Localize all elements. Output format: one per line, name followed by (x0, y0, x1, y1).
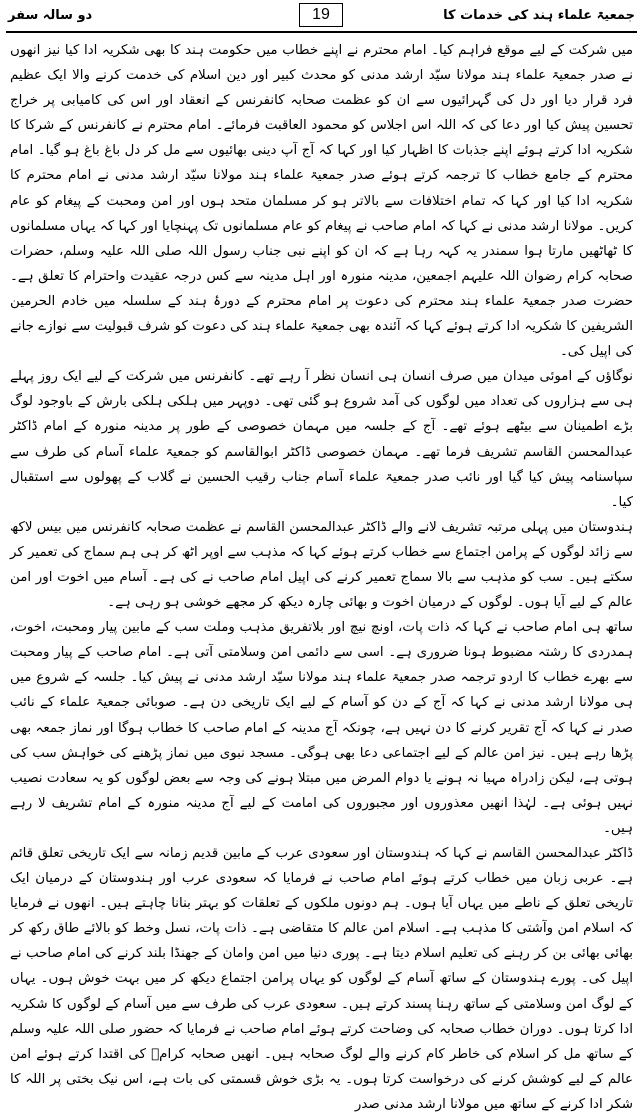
page-number: 19 (299, 3, 343, 27)
paragraph: نوگاؤں کے اموئی میدان میں صرف انسان ہی انسان نظر آ رہے تھے۔ کانفرنس میں شرکت کے لیے ایک روز پہلے ہی سے ہزاروں کی تعداد میں لوگوں کی آمد شروع ہو گئی تھی۔ دوپہر میں ہلکی ہلکی بارش کے باوجود لوگ بڑے اطمینان سے بیٹھے ہوئے تھے۔ آج کے جلسہ میں مہمان خصوصی کے طور پر مدینہ منورہ کے امام ڈاکٹر عبدالمحسن القاسم تشریف فرما تھے۔ مہمان خصوصی ڈاکٹر ابوالقاسم کو جمعیۃ علماء آسام کی طرف سے سپاسنامہ پیش کیا گیا اور نائب صدر جمعیۃ علماء آسام جناب رقیب الحسین نے گلاب کے پھولوں سے استقبال کیا۔ (10, 369, 633, 510)
header-divider (6, 31, 637, 33)
paragraph: ساتھ ہی امام صاحب نے کہا کہ ذات پات، اونچ نیچ اور بلاتفریق مذہب وملت سب کے مابین پیار ومحبت، اخوت، ہمدردی کا رشتہ مضبوط ہونا ضروری ہے۔ اسی سے دائمی امن وسلامتی آتی ہے۔ امام صاحب کے پیار ومحبت سے بھرے خطاب کا اردو ترجمہ صدر جمعیۃ علماء ہند مولانا سیّد ارشد مدنی نے پیش کیا۔ جلسہ کے شروع میں ہی مولانا ارشد مدنی نے کہا کہ آج کے دن کو آسام کے لیے ایک تاریخی دن ہے۔ صوبائی جمعیۃ علماء کے نائب صدر نے کہا کہ آج تقریر کرنے کا دن نہیں ہے، چونکہ آج مدینہ کے امام صاحب کا خطاب ہوگا اور نماز جمعہ بھی پڑھا رہے ہیں۔ نیز امن عالم کے لیے اجتماعی دعا بھی ہوگی۔ مسجد نبوی میں نماز پڑھنے کی خواہش سب کی ہوتی ہے، لیکن زادراہ مہیا نہ ہونے یا دوام المرض میں مبتلا ہونے کی وجہ سے بعض لوگوں کو یہ سعادت نصیب نہیں ہوئی ہے۔ لہٰذا انھیں معذوروں اور مجبوروں کی امامت کے لیے آج مدینہ منورہ کے امام تشریف لا رہے ہیں۔ (10, 620, 633, 836)
paragraph: ڈاکٹر عبدالمحسن القاسم نے کہا کہ ہندوستان اور سعودی عرب کے مابین قدیم زمانہ سے ایک تاریخی تعلق قائم ہے۔ عربی زبان میں خطاب کرتے ہوئے امام صاحب نے فرمایا کہ سعودی عرب اور ہندوستان کے درمیان ایک تاریخی تعلق کے ناطے میں یہاں آیا ہوں۔ ہم دونوں ملکوں کے تعلقات کو بہتر بنانا چاہتے ہیں۔ انھوں نے فرمایا کہ اسلام امن وآشتی کا مذہب ہے۔ اسلام امن عالم کا متقاضی ہے۔ ذات پات، نسل وخط کو بالائے طاق رکھ کر بھائی بھائی بن کر رہنے کی تعلیم اسلام دیتا ہے۔ پوری دنیا میں امن وامان کے جھنڈا بلند کرنے کی امام صاحب نے اپیل کی۔ پورے ہندوستان کے ساتھ آسام کے لوگوں کو یہاں پرامن اجتماع دیکھ کر میں بہت خوش ہوں۔ یہاں کے لوگ امن وسلامتی کے ساتھ رہنا پسند کرتے ہیں۔ سعودی عرب کی طرف سے میں آسام کے لوگوں کا شکریہ ادا کرتا ہوں۔ دوران خطاب صحابہ کی وضاحت کرتے ہوئے امام صاحب نے فرمایا کہ حضور صلی اللہ علیہ وسلم کے ساتھ مل کر اسلام کی خاطر کام کرنے والے لوگ صحابہ ہیں۔ انھیں صحابہ کرامؓ کی اقتدا کرتے ہوئے امن عالم کے لیے کوشش کرنے کی درخواست کرتا ہوں۔ یہ بڑی خوش قسمتی کی بات ہے، اس نیک بختی پر اللہ کا شکر ادا کرنے کے ساتھ میں مولانا ارشد مدنی صدر (10, 846, 633, 1112)
book-title: دو سالہ سفر (8, 7, 93, 23)
chapter-title: جمعیۃ علماء ہند کی خدمات کا (443, 7, 635, 23)
paragraph: ہندوستان میں پہلی مرتبہ تشریف لانے والے ڈاکٹر عبدالمحسن القاسم نے عظمت صحابہ کانفرنس میں بیس لاکھ سے زائد لوگوں کے پرامن اجتماع سے خطاب کرتے ہوئے کہا کہ مذہب سے اوپر اٹھ کر ہی ہم سماج کی تعمیر کر سکتے ہیں۔ سب کو مذہب سے بالا سماج تعمیر کرنے کی اپیل امام صاحب نے کی ہے۔ آسام میں اخوت اور امن عالم کے لیے آیا ہوں۔ لوگوں کے درمیان اخوت و بھائی چارہ دیکھ کر مجھے خوشی ہو رہی ہے۔ (10, 519, 633, 611)
article-body (10, 38, 633, 1112)
paragraph: میں شرکت کے لیے موقع فراہم کیا۔ امام محترم نے اپنے خطاب میں حکومت ہند کا بھی شکریہ ادا کیا نیز انھوں نے صدر جمعیۃ علماء ہند مولانا سیّد ارشد مدنی کو محدث کبیر اور دین اسلام کی خدمت کرنے والا ایک عظیم فرد قرار دیا اور دل کی گہرائیوں سے ان کو عظمت صحابہ کانفرنس کے انعقاد اور اس کی کامیابی پر خراج تحسین پیش کیا اور دعا کی کہ اللہ اس اجلاس کو محمود العاقبت فرمائے۔ امام محترم نے کانفرنس کے شرکا کا شکریہ ادا کرتے ہوئے اپنے جذبات کا اظہار کیا اور کہا کہ آج آپ دینی بھائیوں سے مل کر دل باغ باغ ہو گیا۔ امام محترم کے جامع خطاب کا ترجمہ کرتے ہوئے صدر جمعیۃ علماء ہند مولانا سیّد ارشد مدنی نے امام محترم کا شکریہ ادا کیا اور کہا کہ تمام اختلافات سے بالاتر ہو کر مسلمان متحد ہوں اور امن ومحبت کے پیغام کو عام کریں۔ مولانا ارشد مدنی نے کہا کہ امام صاحب نے پیغام کو عام مسلمانوں تک پہنچایا اور کہا کہ یہاں مسلمانوں کا ٹھاٹھیں مارتا ہوا سمندر یہ کہہ رہا ہے کہ ان کو اپنے نبی جناب رسول اللہ صلی اللہ علیہ وسلم، حضرات صحابہ کرام رضوان اللہ علیہم اجمعین، مدینہ منورہ اور اہل مدینہ سے کس درجہ عقیدت واحترام کا تعلق ہے۔ حضرت صدر جمعیۃ علماء ہند محترم کی دعوت پر امام محترم کے دورۂ ہند کے سلسلہ میں خادم الحرمین الشریفین کا شکریہ ادا کرتے ہوئے کہا کہ آئندہ بھی جمعیۃ علماء ہند کی دعوت کو شرف قبولیت سے نوازے جانے کی اپیل کی۔ (10, 43, 633, 360)
